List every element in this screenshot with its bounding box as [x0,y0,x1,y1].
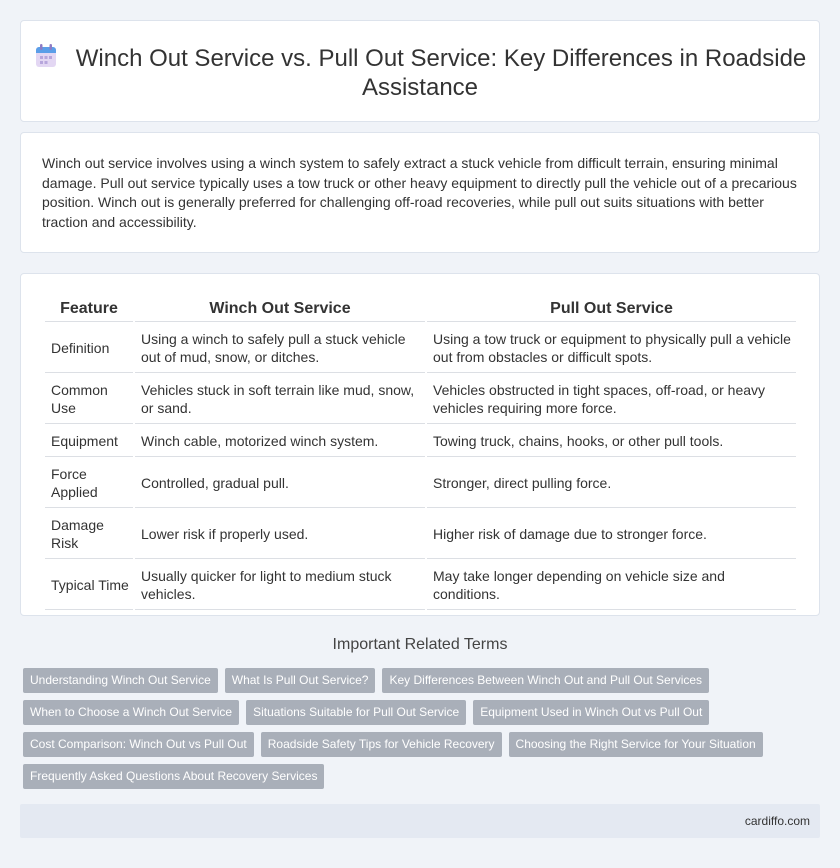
related-term-tag[interactable]: Roadside Safety Tips for Vehicle Recovery [261,732,502,757]
page-title [21,43,819,102]
winch-cell: Using a winch to safely pull a stuck vehicle out of mud, snow, or ditches. [135,324,425,373]
related-term-tag[interactable]: Equipment Used in Winch Out vs Pull Out [473,700,709,725]
feature-cell: Typical Time [45,561,133,610]
pull-cell: May take longer depending on vehicle size and conditions. [427,561,796,610]
comparison-table [43,294,798,612]
winch-cell: Winch cable, motorized winch system. [135,426,425,457]
winch-cell: Vehicles stuck in soft terrain like mud, snow, or sand. [135,375,425,424]
table-row [45,426,796,457]
table-header-row [45,296,796,322]
winch-cell: Usually quicker for light to medium stuck vehicles. [135,561,425,610]
related-term-tag[interactable]: When to Choose a Winch Out Service [23,700,239,725]
related-term-tag[interactable]: What Is Pull Out Service? [225,668,376,693]
comparison-card [20,273,820,616]
related-terms-title: Important Related Terms [332,636,508,653]
pull-cell: Vehicles obstructed in tight spaces, off-road, or heavy vehicles requiring more force. [427,375,796,424]
footer [20,804,820,838]
feature-cell: Definition [45,324,133,373]
table-row [45,561,796,610]
pull-cell: Using a tow truck or equipment to physically pull a vehicle out from obstacles or difficult spots. [427,324,796,373]
table-row [45,375,796,424]
winch-cell: Lower risk if properly used. [135,510,425,559]
header-pull-out: Pull Out Service [427,296,796,322]
feature-cell: Force Applied [45,459,133,508]
feature-cell: Common Use [45,375,133,424]
table-row [45,510,796,559]
intro-paragraph: Winch out service involves using a winch system to safely extract a stuck vehicle from difficult terrain, ensuring minimal damage. Pull out service typically uses a tow truck or other heavy equipment to directly pull the vehicle out of a precarious position. Winch out is generally preferred for challenging off-road recoveries, while pull out suits situations with better traction and accessibility. [42,155,797,230]
header-feature: Feature [45,296,133,322]
title-card [20,20,820,122]
footer-site-link[interactable]: cardiffo.com [744,814,810,828]
header-winch-out: Winch Out Service [135,296,425,322]
title-text: Winch Out Service vs. Pull Out Service: Key Differences in Roadside Assistance [75,45,807,101]
pull-cell: Stronger, direct pulling force. [427,459,796,508]
feature-cell: Equipment [45,426,133,457]
related-term-tag[interactable]: Situations Suitable for Pull Out Service [246,700,466,725]
calendar-icon [34,43,58,69]
related-term-tag[interactable]: Key Differences Between Winch Out and Pull Out Services [382,668,709,693]
table-row [45,324,796,373]
table-row [45,459,796,508]
related-term-tag[interactable]: Frequently Asked Questions About Recovery Services [23,764,324,789]
pull-cell: Higher risk of damage due to stronger force. [427,510,796,559]
related-term-tag[interactable]: Choosing the Right Service for Your Situation [509,732,763,757]
pull-cell: Towing truck, chains, hooks, or other pull tools. [427,426,796,457]
related-term-tag[interactable]: Cost Comparison: Winch Out vs Pull Out [23,732,254,757]
winch-cell: Controlled, gradual pull. [135,459,425,508]
feature-cell: Damage Risk [45,510,133,559]
related-term-tag[interactable]: Understanding Winch Out Service [23,668,218,693]
intro-card [20,132,820,253]
related-terms-list [23,668,803,789]
